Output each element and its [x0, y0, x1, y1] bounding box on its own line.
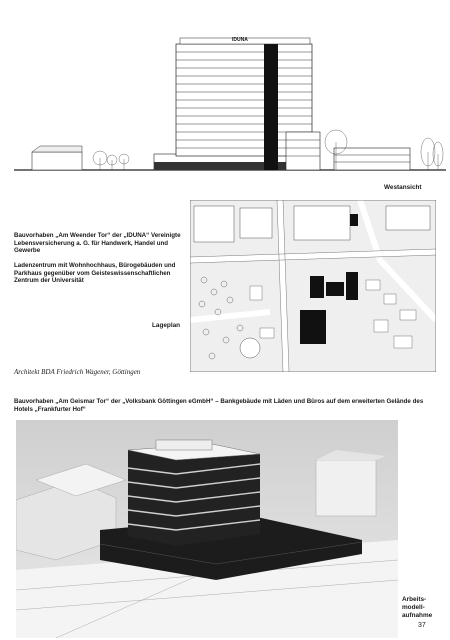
project-description: Ladenzentrum mit Wohnhochhaus, Bürogebäuden und Parkhaus gegenüber vom Geisteswissenschaftlichen Zentrum der Universität [14, 262, 176, 285]
west-elevation-drawing [14, 36, 446, 176]
building-sign-text: IDUNA [232, 37, 248, 43]
site-plan-label: Lageplan [152, 322, 181, 329]
site-plan-map [190, 200, 436, 372]
architectural-model-photo [16, 420, 398, 638]
photo-caption-line: modell- [402, 604, 425, 611]
photo-caption [402, 596, 432, 620]
photo-caption-line: Arbeits- [402, 596, 427, 603]
volksbank-project-heading: Bauvorhaben „Am Geismar Tor“ der „Volksbank Göttingen eGmbH“ – Bankgebäude mit Läden und Büros auf dem erweiterten Gelände des Hotels „Frankfurter Hof“ [14, 398, 424, 413]
page-number: 37 [418, 622, 426, 629]
project-title: Bauvorhaben „Am Weender Tor“ der „IDUNA“ Vereinigte Lebensversicherung a. G. für Handwerk, Handel und Gewerbe [14, 232, 181, 255]
elevation-label: Westansicht [384, 184, 422, 191]
architect-credit: Architekt BDA Friedrich Wagener, Göttingen [14, 368, 141, 376]
photo-caption-line: aufnahme [402, 612, 433, 619]
